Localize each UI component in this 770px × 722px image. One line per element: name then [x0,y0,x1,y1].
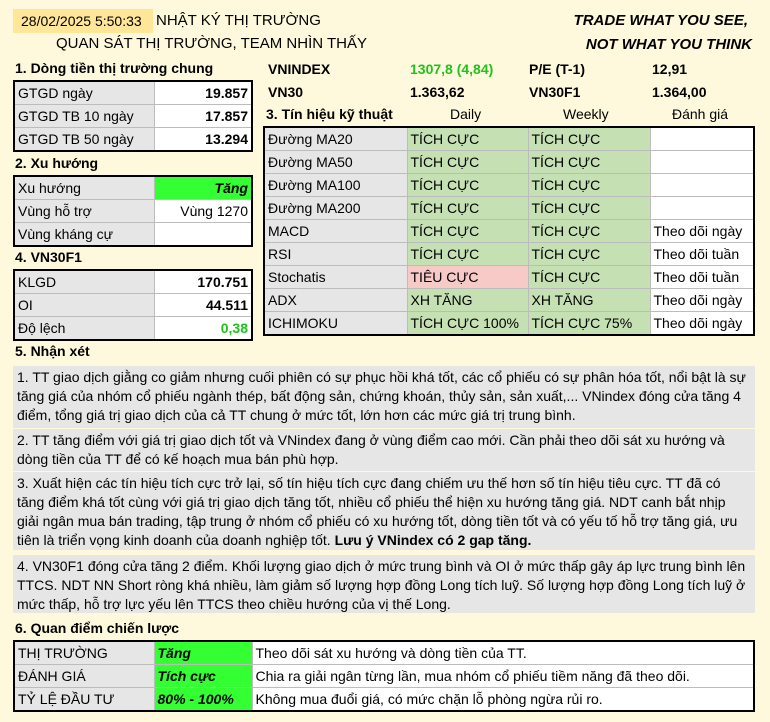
table-row [14,665,754,688]
signal-eval [650,174,754,197]
comment-4: 4. VN30F1 đóng cửa tăng 2 điểm. Khối lượng giao dịch ở mức trung bình và OI ở mức thấp gây áp lực trung bình lên TTCS. NDT NN Short ròng khá nhiều, làm giảm số lượng hợp đồng Long tích luỹ. Số lượng hợp đồng Long tích luỹ ở mức thấp, hỗ trợ lực yếu lên TTCS theo chiều hướng của vị thế Long. [13,555,755,613]
table-row [264,151,754,174]
row-value: 17.857 [154,105,252,128]
signal-daily: TÍCH CỰC [407,220,528,243]
table-row [264,266,754,289]
row-label: Độ lệch [14,317,154,341]
datetime-badge: 28/02/2025 5:50:33 [13,9,153,33]
signal-eval [650,197,754,220]
section-4-title: 4. VN30F1 [15,249,82,265]
signal-daily: TIÊU CỰC [407,266,528,289]
table-row [14,641,754,665]
signal-weekly: TÍCH CỰC [528,220,650,243]
signal-name: Đường MA50 [264,151,407,174]
vn30-label: VN30 [268,84,304,100]
row-label: GTGD TB 10 ngày [14,105,154,128]
row-label: OI [14,294,154,317]
row-label: GTGD TB 50 ngày [14,128,154,152]
table-row [264,220,754,243]
resistance-value [154,223,252,247]
signal-name: Đường MA20 [264,127,407,151]
signal-eval [650,151,754,174]
signal-daily: TÍCH CỰC [407,151,528,174]
vnindex-value: 1307,8 (4,84) [410,61,494,77]
signal-daily: TÍCH CỰC [407,127,528,151]
signal-name: Đường MA200 [264,197,407,220]
strategy-note: Chia ra giải ngân từng lần, mua nhóm cổ phiếu tiềm năng đã theo dõi. [252,665,754,688]
page-subtitle: QUAN SÁT THỊ TRƯỜNG, TEAM NHÌN THẤY [56,35,367,52]
signal-weekly: TÍCH CỰC [528,266,650,289]
signal-weekly: TÍCH CỰC [528,174,650,197]
table-row [14,688,754,712]
strategy-table [13,640,755,712]
row-value: 170.751 [154,270,252,294]
signal-name: Đường MA100 [264,174,407,197]
signal-daily: TÍCH CỰC [407,197,528,220]
row-label: GTGD ngày [14,81,154,105]
signal-daily: TÍCH CỰC [407,243,528,266]
row-value: 13.294 [154,128,252,152]
signal-eval [650,127,754,151]
signal-weekly: TÍCH CỰC [528,243,650,266]
section-5-title: 5. Nhận xét [15,343,90,359]
table-row [14,223,252,247]
section-3-title: 3. Tín hiệu kỹ thuật [266,106,393,122]
strategy-note: Không mua đuổi giá, có mức chặn lỗ phòng ngừa rủi ro. [252,688,754,712]
col-daily-header: Daily [450,106,482,122]
row-value: 0,38 [154,317,252,341]
signal-name: MACD [264,220,407,243]
section-1-title: 1. Dòng tiền thị trường chung [15,60,214,76]
signal-weekly: TÍCH CỰC [528,127,650,151]
vn30f1-value: 1.364,00 [652,84,707,100]
comment-1: 1. TT giao dịch giằng co giảm nhưng cuối phiên có sự phục hồi khá tốt, các cổ phiếu có sự phân hóa tốt, nổi bật là sự tăng giá của nhóm cổ phiếu ngành thép, bất động sản, chứng khoán, thủy sản, sản xuất,... VNindex đóng cửa tăng 4 điểm, tổng giá trị giao dịch của cả TT chung ở mức tốt, lớn hơn các mức giá trị trung bình. [13,366,755,428]
strategy-label: THỊ TRƯỜNG [14,641,154,665]
strategy-value: 80% - 100% [154,688,252,712]
col-eval-header: Đánh giá [672,106,729,122]
trend-label: Xu hướng [14,176,154,200]
signal-eval: Theo dõi ngày [650,312,754,336]
table-row [14,128,252,152]
row-value: 44.511 [154,294,252,317]
signal-name: ICHIMOKU [264,312,407,336]
vn30-value: 1.363,62 [410,84,465,100]
strategy-value: Tăng [154,641,252,665]
slogan-line-1: TRADE WHAT YOU SEE, [573,12,748,29]
table-row [14,270,252,294]
pe-value: 12,91 [652,61,688,77]
vn30f1-label: VN30F1 [529,84,581,100]
trend-table [13,175,253,247]
comment-2: 2. TT tăng điểm với giá trị giao dịch tốt và VNindex đang ở vùng điểm cao mới. Cần phải theo dõi sát xu hướng và dòng tiền của TT để có kế hoạch mua bán phù hợp. [13,429,755,471]
signal-name: ADX [264,289,407,312]
comment-3-text: 3. Xuất hiện các tín hiệu tích cực trở lại, số tín hiệu tích cực đang chiếm ưu thế hơn số tín hiệu tiêu cực. TT đã có tăng điểm khá tốt cùng với giá trị giao dịch tăng tốt, nhiều cổ phiếu thể hiện xu hướng tăng giá. NDT canh bắt nhịp giải ngân mua bán trading, tập trung ở nhóm cổ phiếu có xu hướng tốt, dòng tiền tốt và có yếu tố hỗ trợ tăng giá, ưu tiên là triển vọng kinh doanh của doanh nghiệp tốt. [17,475,738,548]
vn30f1-table [13,269,253,341]
vnindex-label: VNINDEX [268,61,331,77]
signal-eval: Theo dõi tuần [650,266,754,289]
signal-weekly: TÍCH CỰC [528,151,650,174]
signal-daily: XH TĂNG [407,289,528,312]
strategy-label: ĐÁNH GIÁ [14,665,154,688]
support-value: Vùng 1270 [154,200,252,223]
cashflow-table [13,80,253,152]
row-value: 19.857 [154,81,252,105]
strategy-value: Tích cực [154,665,252,688]
table-row [264,174,754,197]
table-row [14,105,252,128]
table-row [14,317,252,341]
signal-eval: Theo dõi tuần [650,243,754,266]
signal-name: Stochatis [264,266,407,289]
signals-table [263,126,755,336]
signal-daily: TÍCH CỰC 100% [407,312,528,336]
table-row [264,312,754,336]
strategy-label: TỶ LỆ ĐẦU TƯ [14,688,154,712]
table-row [264,197,754,220]
signal-weekly: TÍCH CỰC 75% [528,312,650,336]
col-weekly-header: Weekly [563,106,609,122]
signal-eval: Theo dõi ngày [650,220,754,243]
table-row [264,289,754,312]
section-2-title: 2. Xu hướng [15,155,99,171]
table-row [14,200,252,223]
table-row [14,81,252,105]
strategy-note: Theo dõi sát xu hướng và dòng tiền của TT. [252,641,754,665]
signal-weekly: XH TĂNG [528,289,650,312]
resistance-label: Vùng kháng cự [14,223,154,247]
signal-name: RSI [264,243,407,266]
table-row [14,176,252,200]
signal-weekly: TÍCH CỰC [528,197,650,220]
section-6-title: 6. Quan điểm chiến lược [15,620,180,636]
page-title: NHẬT KÝ THỊ TRƯỜNG [156,12,321,29]
trend-value: Tăng [154,176,252,200]
table-row [264,127,754,151]
comment-3-highlight: Lưu ý VNindex có 2 gap tăng. [334,532,532,548]
row-label: KLGD [14,270,154,294]
support-label: Vùng hỗ trợ [14,200,154,223]
pe-label: P/E (T-1) [529,61,586,77]
slogan-line-2: NOT WHAT YOU THINK [585,36,752,53]
signal-daily: TÍCH CỰC [407,174,528,197]
comment-3 [13,472,755,550]
table-row [264,243,754,266]
table-row [14,294,252,317]
signal-eval: Theo dõi ngày [650,289,754,312]
